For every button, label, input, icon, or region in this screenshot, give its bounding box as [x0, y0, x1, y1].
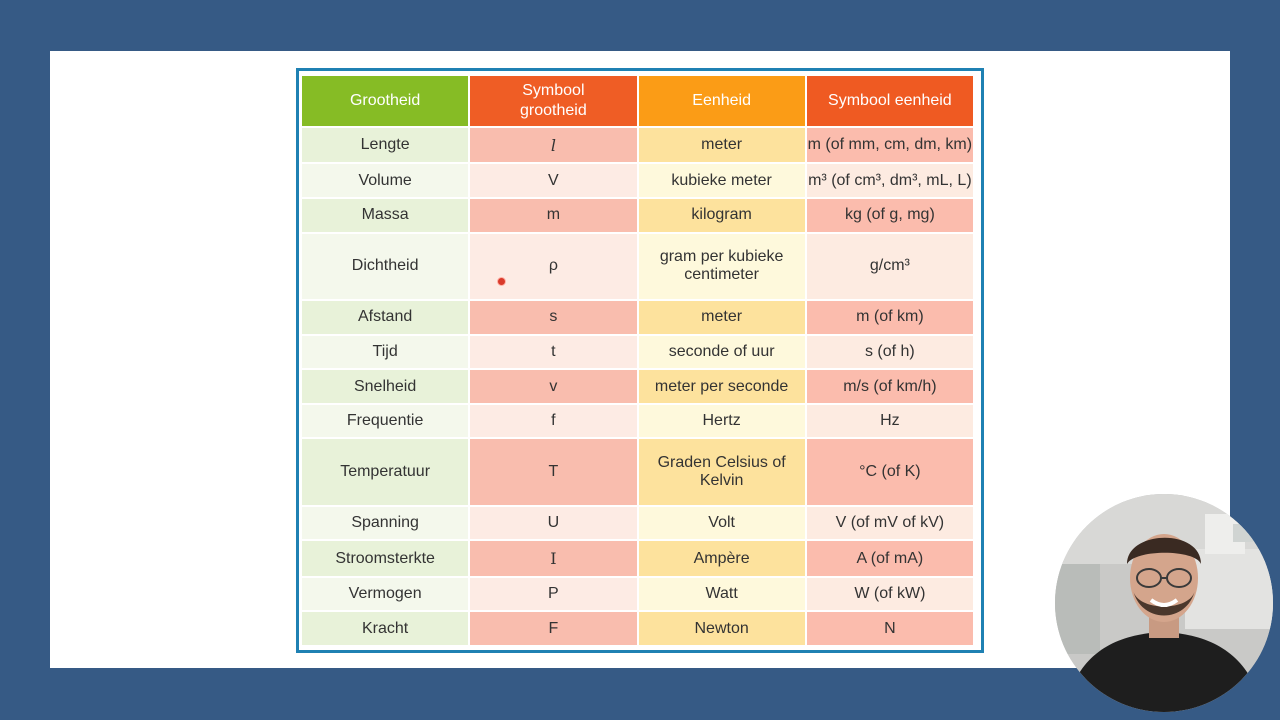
units-table-container [299, 71, 981, 650]
presentation-slide [50, 51, 1230, 668]
cell-eenheid: Newton [639, 612, 805, 645]
cell-grootheid: Volume [302, 164, 468, 197]
cell-symbool-eenheid: m/s (of km/h) [807, 370, 973, 403]
cell-grootheid: Temperatuur [302, 439, 468, 504]
cell-eenheid: gram per kubieke centimeter [639, 234, 805, 299]
header-eenheid: Eenheid [639, 76, 805, 126]
cell-eenheid: meter [639, 128, 805, 162]
cell-symbool: U [470, 507, 636, 540]
cell-symbool: v [470, 370, 636, 403]
table-header-row [302, 76, 973, 126]
cell-symbool-eenheid: N [807, 612, 973, 645]
cell-symbool-eenheid: m (of mm, cm, dm, km) [807, 128, 973, 162]
cell-symbool: F [470, 612, 636, 645]
cell-symbool-eenheid: kg (of g, mg) [807, 199, 973, 232]
cell-eenheid: kilogram [639, 199, 805, 232]
cell-grootheid: Stroomsterkte [302, 541, 468, 575]
cell-eenheid: meter [639, 301, 805, 334]
header-symbool-eenheid: Symbool eenheid [807, 76, 973, 126]
table-row [302, 199, 973, 232]
table-row [302, 405, 973, 438]
cell-symbool: ρ [470, 234, 636, 299]
cell-grootheid: Tijd [302, 336, 468, 369]
cell-symbool: l [470, 128, 636, 162]
cell-symbool-eenheid: °C (of K) [807, 439, 973, 504]
cell-symbool-eenheid: A (of mA) [807, 541, 973, 575]
cell-grootheid: Frequentie [302, 405, 468, 438]
cell-symbool-eenheid: s (of h) [807, 336, 973, 369]
cell-grootheid: Dichtheid [302, 234, 468, 299]
cell-symbool: V [470, 164, 636, 197]
table-row [302, 336, 973, 369]
cell-grootheid: Afstand [302, 301, 468, 334]
cell-symbool-eenheid: V (of mV of kV) [807, 507, 973, 540]
table-row [302, 612, 973, 645]
webcam-person-icon [1055, 494, 1273, 712]
cell-eenheid: Ampère [639, 541, 805, 575]
cell-eenheid: meter per seconde [639, 370, 805, 403]
table-row [302, 578, 973, 611]
header-symbool-grootheid: Symbool grootheid [470, 76, 636, 126]
table-row [302, 507, 973, 540]
cell-symbool: t [470, 336, 636, 369]
cell-grootheid: Vermogen [302, 578, 468, 611]
cell-symbool: P [470, 578, 636, 611]
table-row [302, 439, 973, 504]
cell-symbool: I [470, 541, 636, 575]
cell-eenheid: Volt [639, 507, 805, 540]
cell-symbool: f [470, 405, 636, 438]
cell-grootheid: Lengte [302, 128, 468, 162]
cell-grootheid: Spanning [302, 507, 468, 540]
table-row [302, 541, 973, 575]
table-row [302, 128, 973, 162]
cell-symbool-eenheid: W (of kW) [807, 578, 973, 611]
table-row [302, 234, 973, 299]
cell-symbool: m [470, 199, 636, 232]
cell-symbool-eenheid: g/cm³ [807, 234, 973, 299]
table-row [302, 164, 973, 197]
webcam-overlay [1055, 494, 1273, 712]
cell-grootheid: Massa [302, 199, 468, 232]
cursor-dot-icon [497, 277, 506, 286]
table-row [302, 301, 973, 334]
header-grootheid: Grootheid [302, 76, 468, 126]
cell-symbool-eenheid: Hz [807, 405, 973, 438]
units-table-frame [296, 68, 984, 653]
cell-eenheid: Hertz [639, 405, 805, 438]
cell-eenheid: kubieke meter [639, 164, 805, 197]
cell-symbool: s [470, 301, 636, 334]
cell-symbool: T [470, 439, 636, 504]
units-table [300, 74, 975, 647]
cell-eenheid: Watt [639, 578, 805, 611]
cell-symbool-eenheid: m³ (of cm³, dm³, mL, L) [807, 164, 973, 197]
table-row [302, 370, 973, 403]
cell-grootheid: Snelheid [302, 370, 468, 403]
cell-eenheid: Graden Celsius of Kelvin [639, 439, 805, 504]
cell-eenheid: seconde of uur [639, 336, 805, 369]
cell-symbool-eenheid: m (of km) [807, 301, 973, 334]
cell-grootheid: Kracht [302, 612, 468, 645]
